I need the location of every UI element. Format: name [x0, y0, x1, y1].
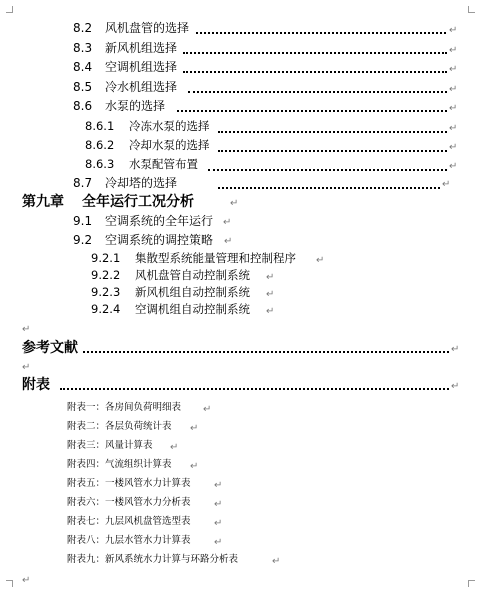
appendix-item[interactable]: 附表八：九层水管水力计算表: [67, 535, 191, 546]
toc-entry[interactable]: 8.3 新风机组选择: [73, 41, 178, 55]
paragraph-mark: ↵: [449, 103, 458, 114]
toc-entry[interactable]: 8.7 冷却塔的选择: [73, 176, 178, 190]
toc-leader: [83, 351, 449, 353]
paragraph-mark: ↵: [449, 142, 458, 153]
paragraph-mark: ↵: [223, 217, 232, 228]
toc-leader: [196, 32, 446, 34]
paragraph-mark: ↵: [449, 84, 458, 95]
paragraph-mark: ↵: [442, 179, 451, 190]
toc-entry[interactable]: 8.6.3 水泵配管布置: [85, 157, 198, 171]
paragraph-mark: ↵: [214, 518, 223, 529]
toc-entry[interactable]: 9.2 空调系统的调控策略: [73, 233, 214, 247]
toc-leader: [183, 52, 447, 54]
paragraph-mark: ↵: [266, 306, 275, 317]
toc-chapter[interactable]: 第九章 全年运行工况分析: [22, 194, 194, 210]
toc-entry[interactable]: 9.2.4 空调机组自动控制系统: [91, 302, 250, 316]
appendix-item[interactable]: 附表七：九层风机盘管选型表: [67, 516, 191, 527]
toc-appendix[interactable]: 附表: [22, 377, 50, 393]
toc-entry[interactable]: 8.6 水泵的选择: [73, 99, 166, 113]
toc-entry[interactable]: 9.2.2 风机盘管自动控制系统: [91, 268, 250, 282]
paragraph-mark: ↵: [22, 575, 31, 586]
paragraph-mark: ↵: [214, 480, 223, 491]
toc-entry[interactable]: 8.6.1 冷冻水泵的选择: [85, 119, 210, 133]
paragraph-mark: ↵: [449, 161, 458, 172]
toc-entry[interactable]: 8.4 空调机组选择: [73, 60, 178, 74]
paragraph-mark: ↵: [451, 381, 460, 392]
appendix-item[interactable]: 附表五：一楼风管水力计算表: [67, 478, 191, 489]
appendix-item[interactable]: 附表一：各房间负荷明细表: [67, 402, 182, 413]
corner-mark-top-left: [6, 6, 13, 13]
corner-mark-bottom-left: [6, 580, 13, 587]
toc-leader: [218, 150, 447, 152]
toc-entry[interactable]: 8.2 风机盘管的选择: [73, 21, 190, 35]
toc-leader: [218, 131, 447, 133]
paragraph-mark: ↵: [170, 442, 179, 453]
toc-entry[interactable]: 8.6.2 冷却水泵的选择: [85, 138, 210, 152]
paragraph-mark: ↵: [449, 64, 458, 75]
toc-leader: [60, 388, 449, 390]
paragraph-mark: ↵: [449, 45, 458, 56]
paragraph-mark: ↵: [22, 324, 31, 335]
appendix-item[interactable]: 附表四：气流组织计算表: [67, 459, 172, 470]
paragraph-mark: ↵: [224, 236, 233, 247]
toc-leader: [218, 187, 440, 189]
paragraph-mark: ↵: [451, 344, 460, 355]
paragraph-mark: ↵: [190, 461, 199, 472]
toc-leader: [208, 169, 447, 171]
appendix-item[interactable]: 附表九：新风系统水力计算与环路分析表: [67, 554, 239, 565]
paragraph-mark: ↵: [449, 25, 458, 36]
toc-entry[interactable]: 8.5 冷水机组选择: [73, 80, 178, 94]
corner-mark-top-right: [468, 6, 475, 13]
paragraph-mark: ↵: [190, 423, 199, 434]
appendix-item[interactable]: 附表六：一楼风管水力分析表: [67, 497, 191, 508]
paragraph-mark: ↵: [203, 404, 212, 415]
paragraph-mark: ↵: [230, 198, 239, 209]
paragraph-mark: ↵: [214, 537, 223, 548]
toc-entry[interactable]: 9.1 空调系统的全年运行: [73, 214, 214, 228]
appendix-item[interactable]: 附表三：风量计算表: [67, 440, 153, 451]
paragraph-mark: ↵: [449, 123, 458, 134]
toc-leader: [177, 110, 447, 112]
toc-leader: [188, 91, 447, 93]
toc-entry[interactable]: 9.2.3 新风机组自动控制系统: [91, 285, 250, 299]
paragraph-mark: ↵: [266, 289, 275, 300]
toc-leader: [183, 71, 447, 73]
paragraph-mark: ↵: [272, 556, 281, 567]
paragraph-mark: ↵: [316, 255, 325, 266]
toc-entry[interactable]: 9.2.1 集散型系统能量管理和控制程序: [91, 251, 296, 265]
paragraph-mark: ↵: [266, 272, 275, 283]
corner-mark-bottom-right: [468, 580, 475, 587]
paragraph-mark: ↵: [22, 362, 31, 373]
appendix-item[interactable]: 附表二：各层负荷统计表: [67, 421, 172, 432]
paragraph-mark: ↵: [214, 499, 223, 510]
toc-references[interactable]: 参考文献: [22, 340, 78, 356]
